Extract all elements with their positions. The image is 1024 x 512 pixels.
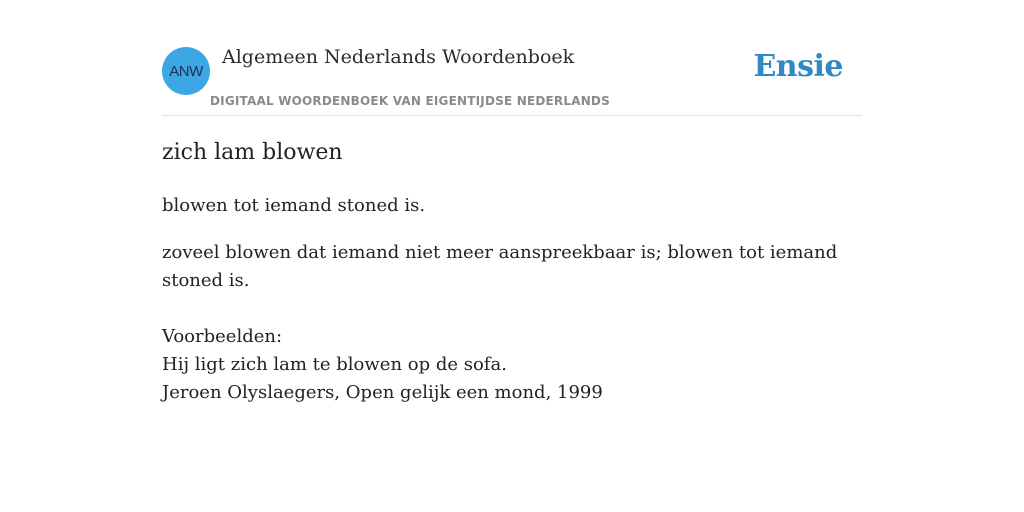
site-title[interactable]: Algemeen Nederlands Woordenboek (222, 46, 575, 68)
header (162, 0, 862, 116)
long-definition: zoveel blowen dat iemand niet meer aanspreekbaar is; blowen tot iemand stoned is. (162, 242, 838, 291)
entry-title: zich lam blowen (162, 140, 343, 165)
examples-section (162, 323, 603, 407)
site-subtitle: DIGITAAL WOORDENBOEK VAN EIGENTIJDSE NEDERLANDS (210, 94, 610, 108)
main-content (162, 0, 862, 403)
example-source: Jeroen Olyslaegers, Open gelijk een mond, 1999 (162, 382, 603, 403)
anw-logo-icon[interactable]: ANW (162, 47, 210, 95)
short-definition: blowen tot iemand stoned is. (162, 195, 426, 216)
examples-label: Voorbeelden: (162, 326, 283, 347)
example-sentence: Hij ligt zich lam te blowen op de sofa. (162, 354, 507, 375)
ensie-brand-logo[interactable]: Ensie (753, 49, 843, 84)
